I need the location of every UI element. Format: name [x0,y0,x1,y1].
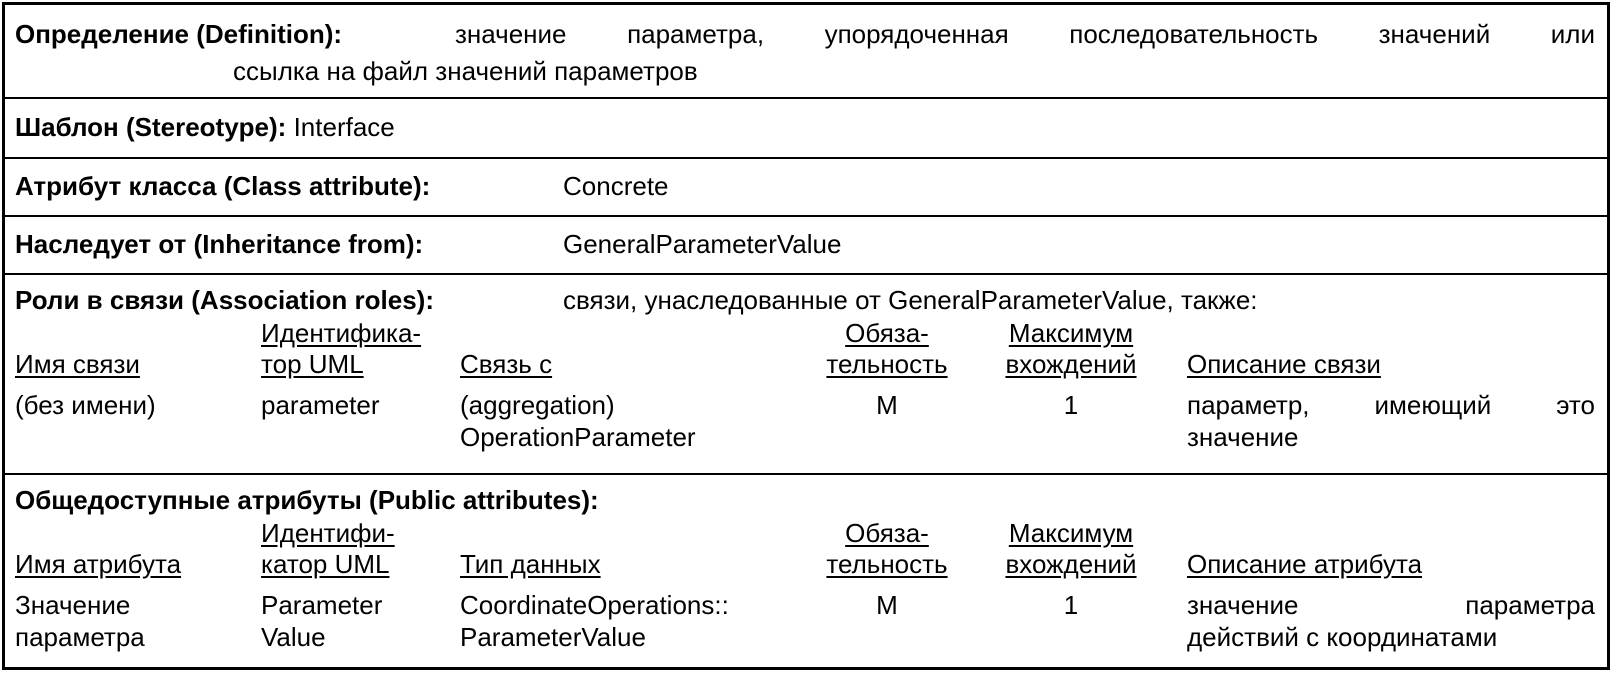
inheritance-row [5,215,1607,273]
attribute-row-max: 1 [1063,590,1079,620]
inheritance-label: Наследует от (Inheritance from): [15,229,424,259]
association-desc-word: параметр, [1187,390,1310,420]
header-attribute-desc: Описание атрибута [1187,549,1423,579]
attribute-row-uml-1: Parameter [261,590,383,620]
definition-text-line1 [455,18,1595,50]
definition-row [5,5,1607,97]
association-roles-label: Роли в связи (Association roles): [15,285,434,315]
definition-word: значений [1378,19,1491,49]
association-row-desc-2: значение [1187,422,1299,452]
attribute-row-type-1: CoordinateOperations:: [460,590,729,620]
header-association-uml-2: тор UML [261,349,364,379]
attribute-row-type-2: ParameterValue [460,622,646,652]
attribute-desc-word: значение [1187,590,1299,620]
header-association-oblig-1: Обяза- [845,318,929,348]
definition-text-line2: ссылка на файл значений параметров [233,56,698,86]
association-row-obligation: M [876,390,898,420]
association-row-name: (без имени) [15,390,156,420]
definition-label: Определение (Definition): [15,19,343,49]
stereotype-label: Шаблон (Stereotype): [15,112,287,142]
attribute-desc-word: параметра [1465,590,1595,620]
inheritance-value: GeneralParameterValue [563,229,842,259]
attribute-row-uml-2: Value [261,622,326,652]
header-association-uml-1: Идентифика- [261,318,422,348]
header-association-oblig-2: тельность [826,349,948,379]
header-attribute-type: Тип данных [460,549,601,579]
definition-word: параметра, [627,19,765,49]
association-row-link-2: OperationParameter [460,422,696,452]
stereotype-row [5,97,1607,157]
header-attribute-uml-2: катор UML [261,549,390,579]
header-attribute-name: Имя атрибута [15,549,182,579]
definition-word: или [1550,19,1595,49]
association-roles-row [5,273,1607,473]
public-attributes-label: Общедоступные атрибуты (Public attributes): [15,485,599,515]
header-attribute-oblig-2: тельность [826,549,948,579]
header-association-desc: Описание связи [1187,349,1381,379]
association-row-max: 1 [1063,390,1079,420]
header-attribute-max-1: Максимум [1008,518,1134,548]
stereotype-line [15,111,395,143]
attribute-row-name-2: параметра [15,622,145,652]
association-row-uml: parameter [261,390,380,420]
header-attribute-uml-1: Идентифи- [261,518,395,548]
association-desc-word: это [1556,390,1595,420]
header-association-max-2: вхождений [1005,349,1137,379]
class-attribute-value: Concrete [563,171,669,201]
association-row-link-1: (aggregation) [460,390,615,420]
definition-word: значение [455,19,567,49]
association-roles-intro: связи, унаследованные от GeneralParameterValue, также: [563,285,1258,315]
association-row-desc-1 [1187,389,1595,421]
definition-word: упорядоченная [824,19,1009,49]
stereotype-value: Interface [293,112,395,142]
definition-word: последовательность [1069,19,1319,49]
attribute-row-desc-1 [1187,589,1595,621]
attribute-row-name-1: Значение [15,590,131,620]
header-attribute-oblig-1: Обяза- [845,518,929,548]
class-attribute-row [5,157,1607,215]
attribute-row-obligation: M [876,590,898,620]
header-attribute-max-2: вхождений [1005,549,1137,579]
spec-table [2,2,1610,670]
header-association-name: Имя связи [15,349,140,379]
header-association-link: Связь с [460,349,553,379]
association-desc-word: имеющий [1374,390,1492,420]
class-attribute-label: Атрибут класса (Class attribute): [15,171,431,201]
header-association-max-1: Максимум [1008,318,1134,348]
attribute-row-desc-2: действий с координатами [1187,622,1498,652]
public-attributes-row [5,473,1607,673]
